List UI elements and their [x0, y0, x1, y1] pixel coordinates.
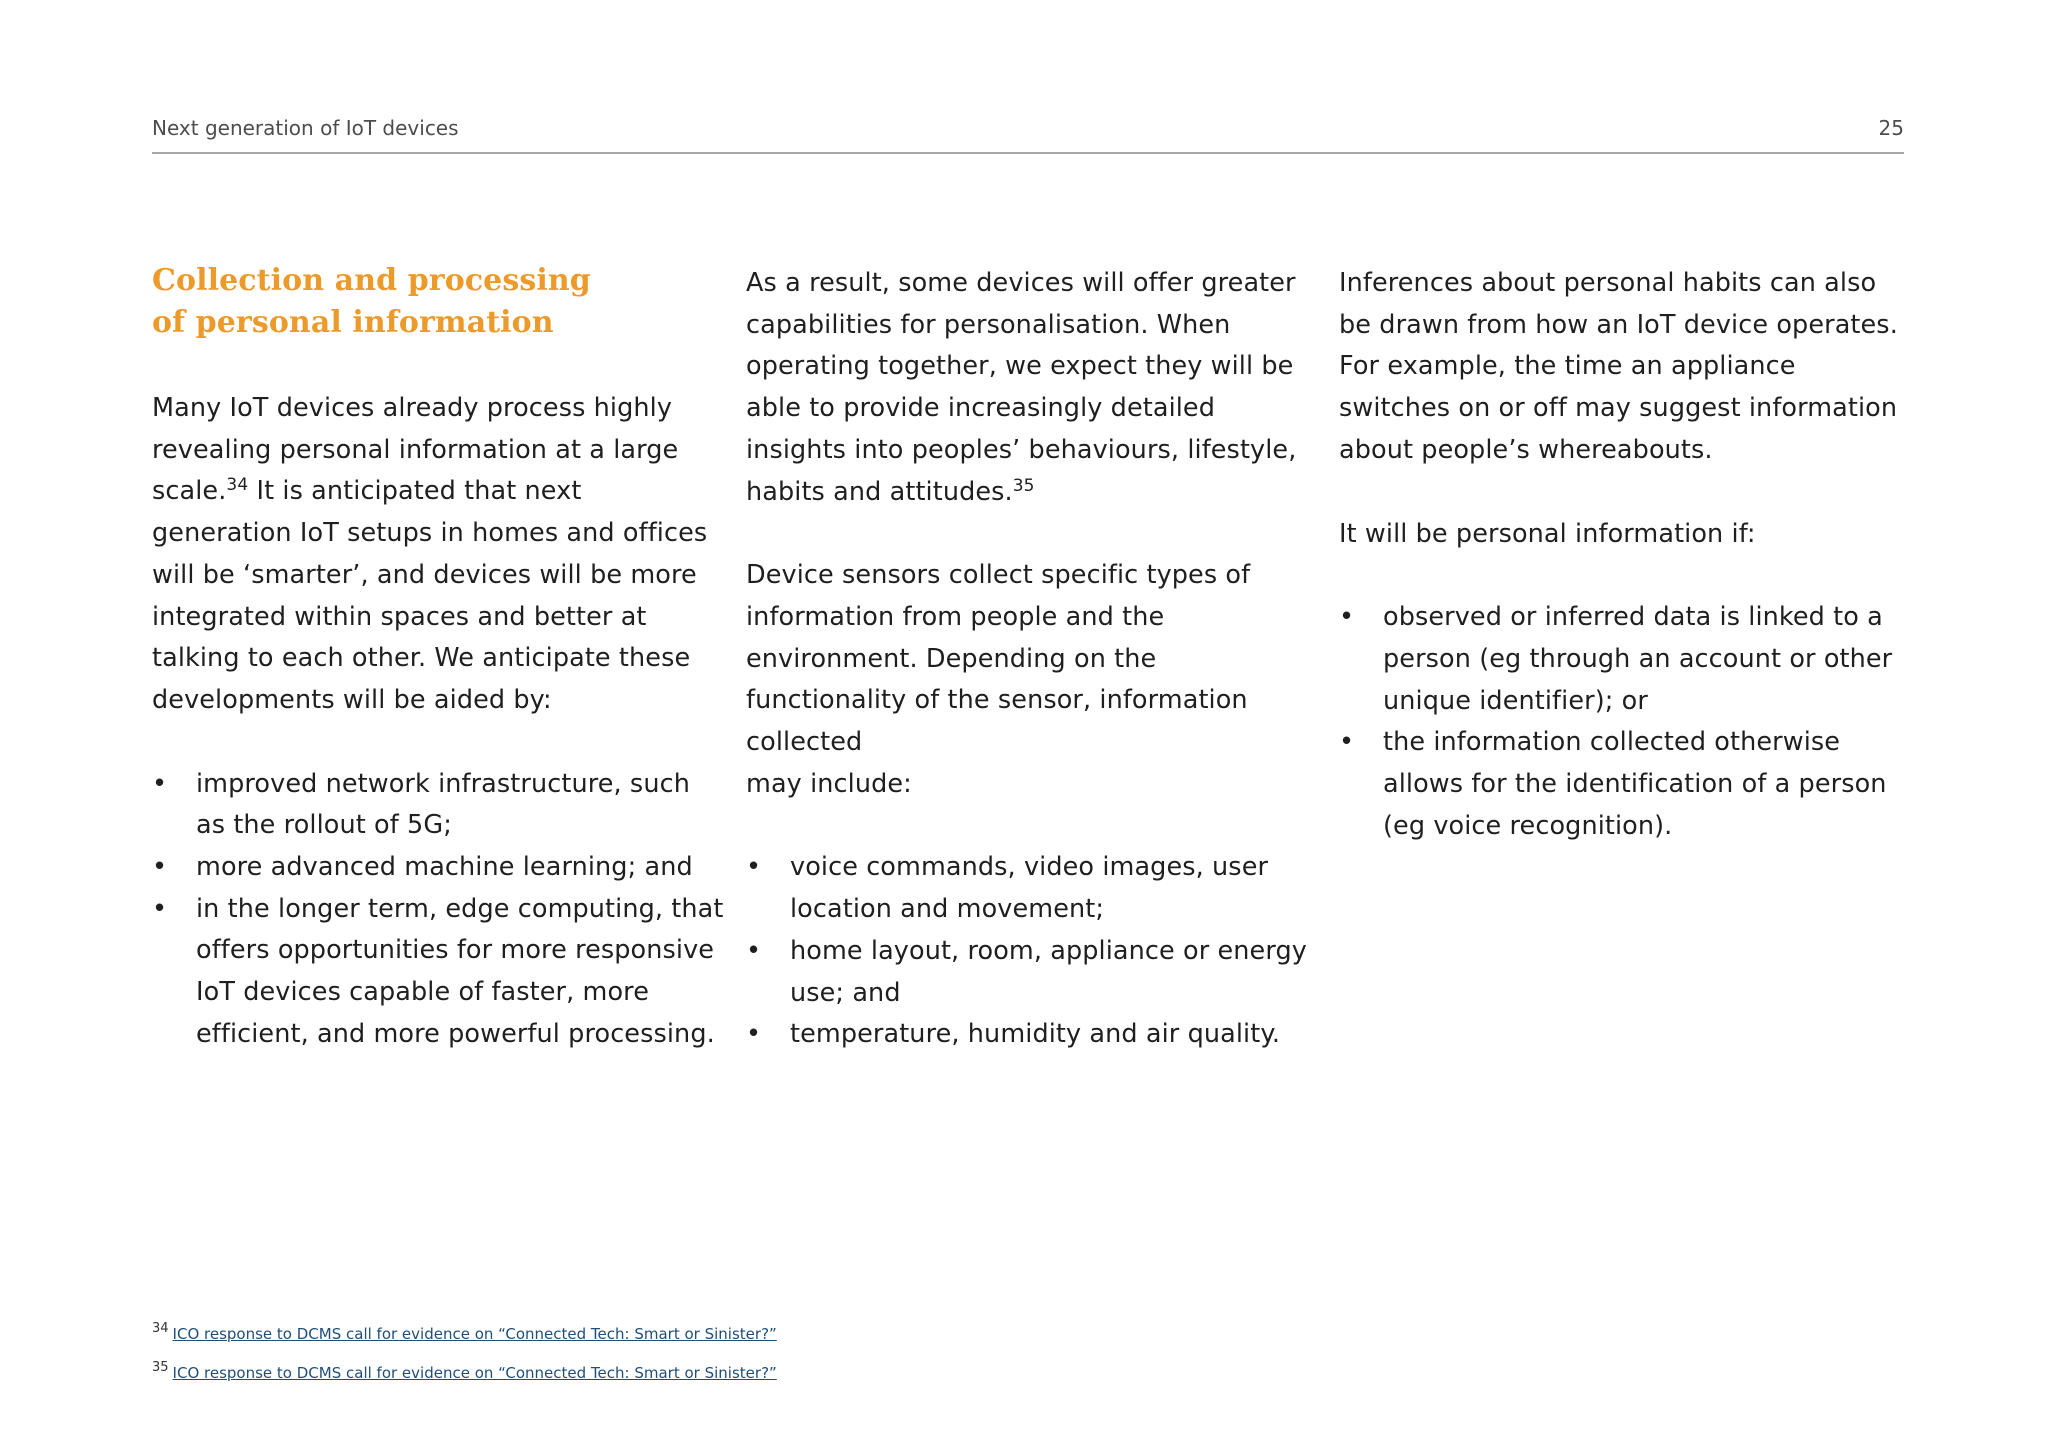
section-heading: Collection and processing of personal information — [152, 263, 591, 340]
intro-paragraph — [152, 388, 727, 722]
bullet-icon: • — [152, 852, 168, 883]
bullet-icon: • — [746, 935, 762, 966]
list-item — [1339, 597, 1914, 722]
development-list — [152, 764, 727, 1056]
footnotes — [152, 1321, 777, 1403]
page-header — [152, 112, 1904, 154]
footnote-ref-35[interactable]: 35 — [1012, 475, 1035, 496]
list-item-text: the information collected otherwise allows for the identification of a person (eg voice recognition). — [1383, 727, 1887, 841]
list-item-text: temperature, humidity and air quality. — [790, 1019, 1281, 1050]
bullet-icon: • — [1339, 727, 1355, 758]
list-item — [746, 931, 1321, 1014]
list-item-text: voice commands, video images, user location and movement; — [790, 852, 1269, 925]
list-item — [746, 847, 1321, 930]
list-item — [152, 764, 727, 847]
list-item — [152, 889, 727, 1056]
sensors-text-a: Device sensors collect specific types of information from people and the environment. Depending on the functionality of the sensor, information collected — [746, 560, 1251, 758]
footnote-link[interactable]: ICO response to DCMS call for evidence on “Connected Tech: Smart or Sinister?” — [172, 1364, 777, 1382]
personalisation-paragraph — [746, 263, 1321, 513]
intro-text-a: Many IoT devices already process highly revealing personal information at a large scale. — [152, 393, 679, 507]
column-3 — [1339, 263, 1914, 847]
footnote-ref-34[interactable]: 34 — [226, 475, 249, 496]
bullet-icon: • — [746, 852, 762, 883]
sensors-paragraph — [746, 555, 1321, 805]
bullet-icon: • — [1339, 602, 1355, 633]
running-header-title: Next generation of IoT devices — [152, 116, 459, 140]
page-number: 25 — [1878, 116, 1904, 140]
bullet-icon: • — [746, 1019, 762, 1050]
footnote-34 — [152, 1321, 777, 1364]
sensors-text-b: may include: — [746, 768, 912, 799]
list-item — [746, 1014, 1321, 1056]
list-item-text: home layout, room, appliance or energy use; and — [790, 935, 1307, 1008]
list-item — [152, 847, 727, 889]
footnote-number: 34 — [152, 1321, 169, 1336]
sensor-info-list — [746, 847, 1321, 1056]
personal-info-condition: It will be personal information if: — [1339, 518, 1756, 549]
footnote-link[interactable]: ICO response to DCMS call for evidence on “Connected Tech: Smart or Sinister?” — [172, 1325, 777, 1343]
list-item-text: observed or inferred data is linked to a person (eg through an account or other unique identifier); or — [1383, 602, 1893, 716]
list-item — [1339, 722, 1914, 847]
bullet-icon: • — [152, 893, 168, 924]
bullet-icon: • — [152, 768, 168, 799]
footnote-35 — [152, 1360, 777, 1403]
list-item-text: in the longer term, edge computing, that offers opportunities for more responsive IoT devices capable of faster, more efficient, and more powerful processing. — [196, 893, 724, 1049]
personalisation-text: As a result, some devices will offer greater capabilities for personalisation. When operating together, we expect they will be able to provide increasingly detailed insights into peoples’ behaviours, lifestyle, habits and attitudes. — [746, 268, 1297, 507]
intro-text-b: It is anticipated that next generation IoT setups in homes and offices will be ‘smarter’, and devices will be more integrated within spaces and better at talking to each other. We anticipate these developments will be aided by: — [152, 476, 708, 715]
list-item-text: more advanced machine learning; and — [196, 852, 693, 883]
inferences-paragraph: Inferences about personal habits can also be drawn from how an IoT device operates. For example, the time an appliance switches on or off may suggest information about people’s whereabouts. — [1339, 268, 1898, 465]
column-2 — [746, 263, 1321, 1056]
condition-list — [1339, 597, 1914, 847]
list-item-text: improved network infrastructure, such as the rollout of 5G; — [196, 768, 690, 841]
footnote-number: 35 — [152, 1360, 169, 1375]
column-1 — [152, 260, 727, 1056]
